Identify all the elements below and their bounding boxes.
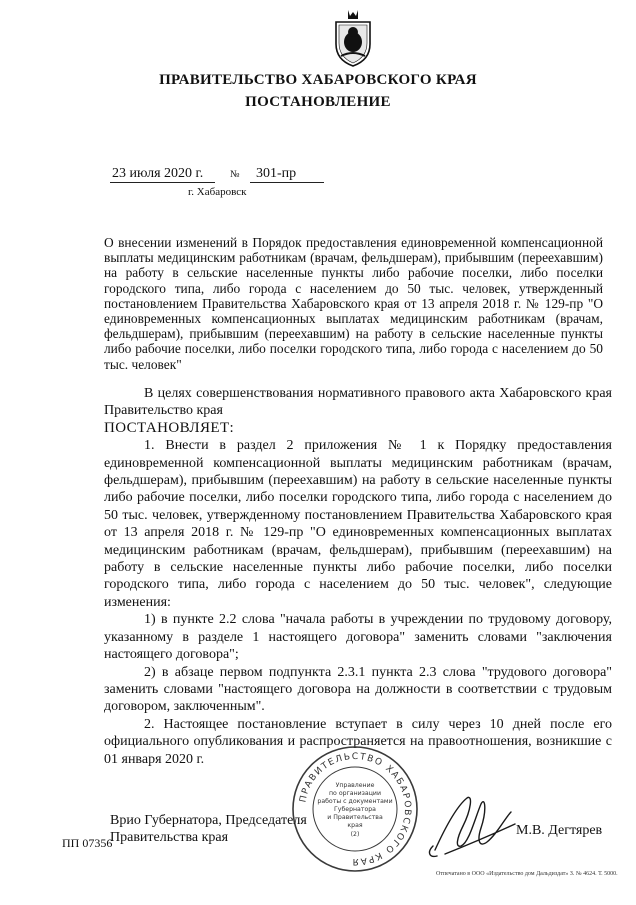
stamp-line: края [347, 822, 363, 829]
stamp-ring-text: ПРАВИТЕЛЬСТВО ХАБАРОВСКОГО КРАЯ [298, 751, 413, 867]
decree-word: ПОСТАНОВЛЯЕТ: [104, 419, 235, 436]
printer-note: Отпечатано в ООО «Издательство дом Дальдиздат» З. № 4624. Т. 5000. [436, 871, 618, 877]
document-code: ПП 07356 [62, 836, 113, 850]
document-date: 23 июля 2020 г. [110, 166, 215, 183]
item-1-2-paragraph: 2) в абзаце первом подпункта 2.3.1 пункта 2.3 слова "трудового договора" заменить словами "настоящего договора на должности в соответствии с трудовым договором, заключенным". [104, 664, 612, 715]
document-body [104, 385, 612, 768]
handwritten-signature [415, 788, 525, 868]
stamp-line: по организации [329, 790, 381, 797]
stamp-line: и Правительства [327, 814, 383, 821]
item-1-paragraph: 1. Внести в раздел 2 приложения № 1 к Порядку предоставления единовременной компенсационной выплаты медицинским работникам (врачам, фельдшерам), прибывшим (переехавшим) на работу в сельские населенные пункты либо рабочие поселки, либо поселки городского типа, либо города с населением до 50 тыс. человек, утвержденному постановлением Правительства Хабаровского края от 13 апреля 2018 г. № 129-пр "О единовременных компенсационных выплатах медицинским работникам (врачам, фельдшерам), прибывшим (переехавшим) на работу в сельские населенные пункты либо рабочие поселки, либо поселки городского типа, либо города с населением до 50 тыс. человек", следующие изменения: [104, 438, 612, 610]
signatory-name: М.В. Дегтярев [516, 823, 603, 838]
stamp-line: работы с документами [317, 798, 393, 805]
item-2-paragraph: 2. Настоящее постановление вступает в силу через 10 дней после его официального опубликования и распространяется на правоотношения, возникшие с 01 января 2020 г. [104, 716, 612, 767]
signatory-title-line-2: Правительства края [110, 830, 229, 845]
document-number: 301-пр [250, 166, 324, 183]
stamp-line: Управление [335, 782, 375, 789]
bear-coat-of-arms-icon [330, 8, 376, 68]
stamp-line: (2) [350, 831, 360, 838]
official-stamp [290, 744, 420, 874]
preamble-paragraph: В целях совершенствования нормативного правового акта Хабаровского края Правительство края [104, 386, 612, 419]
signatory-title-line-1: Врио Губернатора, Председателя [110, 813, 307, 828]
stamp-line: Губернатора [334, 806, 376, 813]
document-type: ПОСТАНОВЛЕНИЕ [245, 94, 391, 110]
organization-title: ПРАВИТЕЛЬСТВО ХАБАРОВСКОГО КРАЯ [159, 72, 477, 88]
document-city: г. Хабаровск [188, 186, 247, 198]
number-sign: № [230, 169, 240, 180]
document-subject: О внесении изменений в Порядок предоставления единовременной компенсационной выплаты медицинским работникам (врачам, фельдшерам), прибывшим (переехавшим) на работу в сельские населенные пункты либо рабочие поселки, либо поселки городского типа, либо города с населением до 50 тыс. человек, утвержденный постановлением Правительства Хабаровского края от 13 апреля 2018 г. № 129-пр "О единовременных компенсационных выплатах медицинским работникам (врачам, фельдшерам), прибывшим (переехавшим) на работу в сельские населенные пункты либо рабочие поселки, либо поселки городского типа, либо города с населением до 50 тыс. человек" [104, 235, 603, 372]
item-1-1-paragraph: 1) в пункте 2.2 слова "начала работы в учреждении по трудовому договору, указанному в разделе 1 настоящего договора" заменить словами "заключения настоящего договора"; [104, 612, 612, 663]
signatory-title [110, 812, 307, 846]
